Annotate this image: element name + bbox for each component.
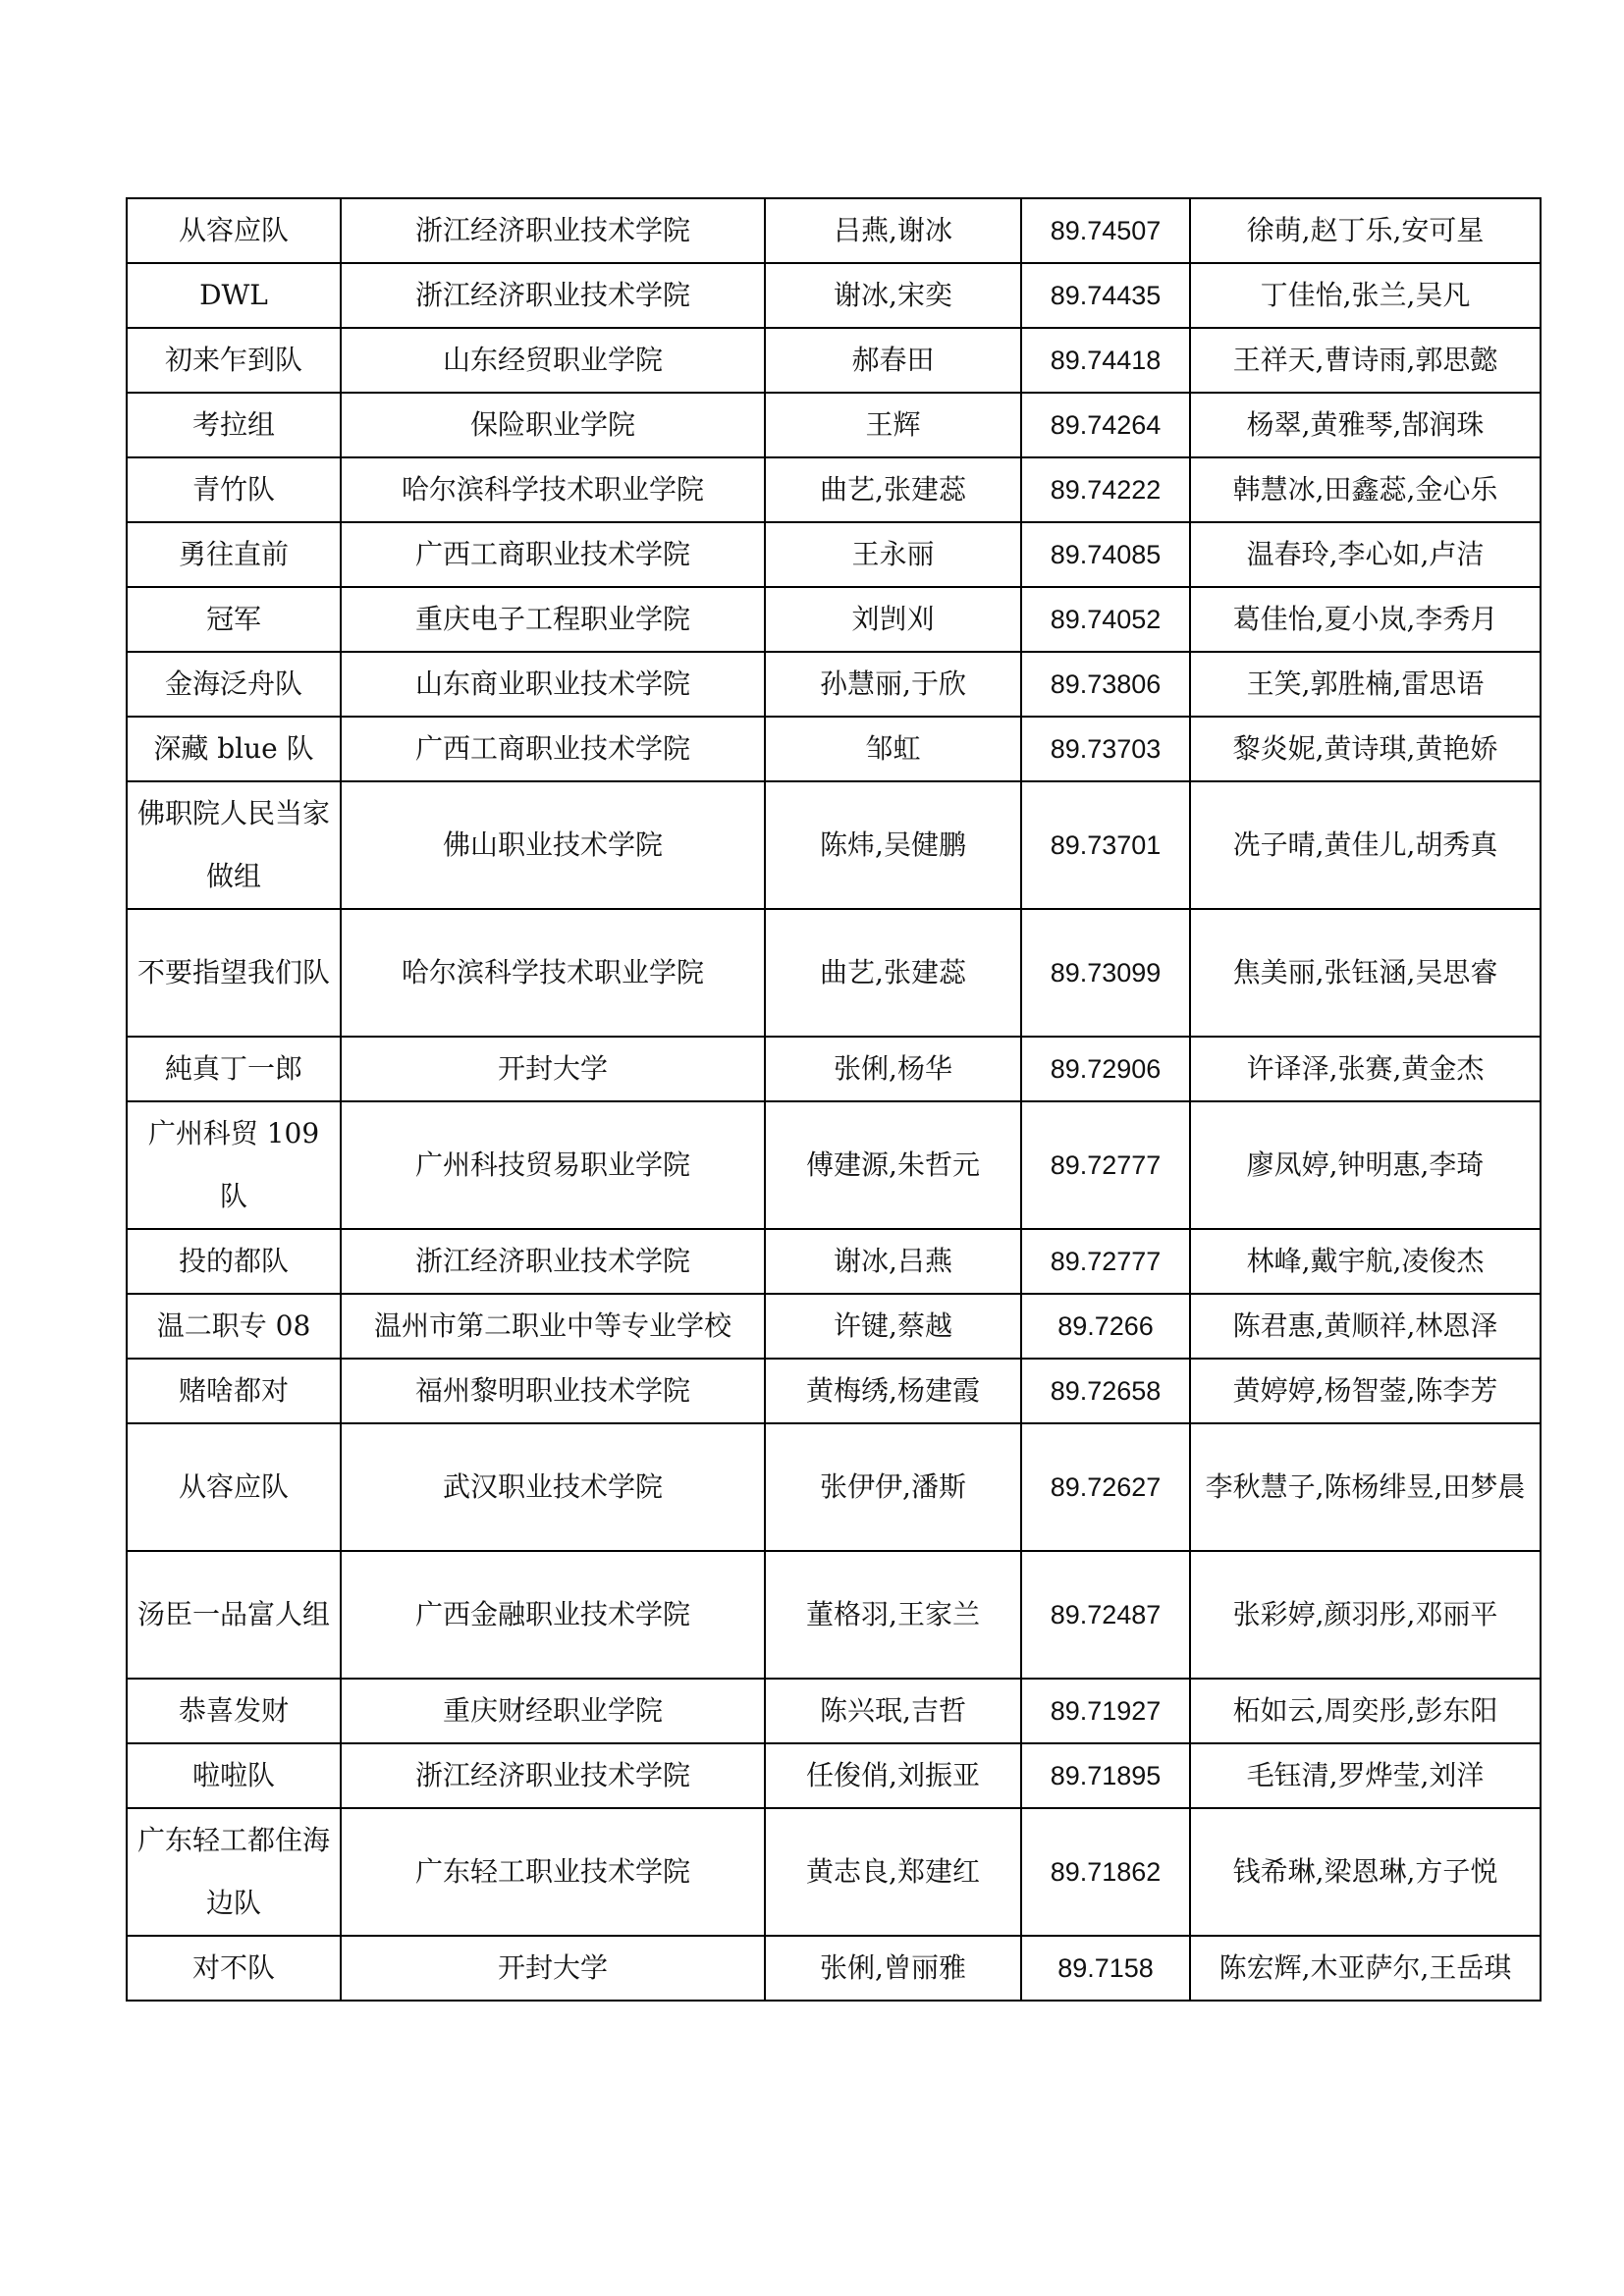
school-cell: 山东商业职业技术学院: [341, 652, 765, 717]
school-cell: 山东经贸职业学院: [341, 328, 765, 393]
advisors-cell: 黄梅绣,杨建霞: [765, 1359, 1021, 1423]
score-cell: 89.72906: [1021, 1037, 1190, 1101]
score-cell: 89.74222: [1021, 457, 1190, 522]
school-cell: 武汉职业技术学院: [341, 1423, 765, 1551]
table-row: [127, 1808, 1541, 1936]
advisors-cell: 张俐,杨华: [765, 1037, 1021, 1101]
advisors-cell: 傅建源,朱哲元: [765, 1101, 1021, 1229]
table-row: [127, 1101, 1541, 1229]
school-cell: 重庆电子工程职业学院: [341, 587, 765, 652]
table-row: [127, 717, 1541, 781]
school-cell: 温州市第二职业中等专业学校: [341, 1294, 765, 1359]
members-cell: 廖凤婷,钟明惠,李琦: [1190, 1101, 1541, 1229]
advisors-cell: 刘剀刈: [765, 587, 1021, 652]
advisors-cell: 陈炜,吴健鹏: [765, 781, 1021, 909]
score-cell: 89.74418: [1021, 328, 1190, 393]
members-cell: 钱希琳,梁恩琳,方子悦: [1190, 1808, 1541, 1936]
team-name-cell: 金海泛舟队: [127, 652, 341, 717]
advisors-cell: 张伊伊,潘斯: [765, 1423, 1021, 1551]
team-name-cell: 啦啦队: [127, 1743, 341, 1808]
score-cell: 89.72487: [1021, 1551, 1190, 1679]
results-table: [126, 197, 1542, 2002]
team-name-cell: 初来乍到队: [127, 328, 341, 393]
advisors-cell: 曲艺,张建蕊: [765, 457, 1021, 522]
school-cell: 广西工商职业技术学院: [341, 522, 765, 587]
members-cell: 黎炎妮,黄诗琪,黄艳娇: [1190, 717, 1541, 781]
score-cell: 89.71895: [1021, 1743, 1190, 1808]
team-name-cell: 深藏 blue 队: [127, 717, 341, 781]
score-cell: 89.73099: [1021, 909, 1190, 1037]
members-cell: 丁佳怡,张兰,吴凡: [1190, 263, 1541, 328]
table-row: [127, 522, 1541, 587]
members-cell: 焦美丽,张钰涵,吴思睿: [1190, 909, 1541, 1037]
school-cell: 广西工商职业技术学院: [341, 717, 765, 781]
table-row: [127, 1229, 1541, 1294]
advisors-cell: 谢冰,宋奕: [765, 263, 1021, 328]
score-cell: 89.72627: [1021, 1423, 1190, 1551]
advisors-cell: 孙慧丽,于欣: [765, 652, 1021, 717]
table-row: [127, 1936, 1541, 2001]
advisors-cell: 郝春田: [765, 328, 1021, 393]
team-name-cell: 汤臣一品富人组: [127, 1551, 341, 1679]
advisors-cell: 董格羽,王家兰: [765, 1551, 1021, 1679]
score-cell: 89.74264: [1021, 393, 1190, 457]
school-cell: 开封大学: [341, 1936, 765, 2001]
school-cell: 浙江经济职业技术学院: [341, 198, 765, 263]
school-cell: 广东轻工职业技术学院: [341, 1808, 765, 1936]
school-cell: 哈尔滨科学技术职业学院: [341, 909, 765, 1037]
table-row: [127, 393, 1541, 457]
advisors-cell: 王永丽: [765, 522, 1021, 587]
score-cell: 89.72658: [1021, 1359, 1190, 1423]
school-cell: 开封大学: [341, 1037, 765, 1101]
team-name-cell: 广东轻工都住海边队: [127, 1808, 341, 1936]
members-cell: 许译泽,张赛,黄金杰: [1190, 1037, 1541, 1101]
advisors-cell: 王辉: [765, 393, 1021, 457]
results-table-body: [127, 198, 1541, 2001]
score-cell: 89.72777: [1021, 1229, 1190, 1294]
team-name-cell: 对不队: [127, 1936, 341, 2001]
table-row: [127, 781, 1541, 909]
school-cell: 浙江经济职业技术学院: [341, 1743, 765, 1808]
table-row: [127, 652, 1541, 717]
team-name-cell: 青竹队: [127, 457, 341, 522]
score-cell: 89.73806: [1021, 652, 1190, 717]
members-cell: 王祥天,曹诗雨,郭思懿: [1190, 328, 1541, 393]
team-name-cell: 温二职专 08: [127, 1294, 341, 1359]
members-cell: 柘如云,周奕彤,彭东阳: [1190, 1679, 1541, 1743]
members-cell: 杨翠,黄雅琴,郜润珠: [1190, 393, 1541, 457]
table-row: [127, 1359, 1541, 1423]
score-cell: 89.71862: [1021, 1808, 1190, 1936]
advisors-cell: 黄志良,郑建红: [765, 1808, 1021, 1936]
members-cell: 李秋慧子,陈杨绯昱,田梦晨: [1190, 1423, 1541, 1551]
team-name-cell: 投的都队: [127, 1229, 341, 1294]
table-row: [127, 1743, 1541, 1808]
team-name-cell: 純真丁一郎: [127, 1037, 341, 1101]
team-name-cell: 从容应队: [127, 198, 341, 263]
score-cell: 89.72777: [1021, 1101, 1190, 1229]
score-cell: 89.71927: [1021, 1679, 1190, 1743]
school-cell: 佛山职业技术学院: [341, 781, 765, 909]
members-cell: 陈君惠,黄顺祥,林恩泽: [1190, 1294, 1541, 1359]
table-row: [127, 587, 1541, 652]
team-name-cell: 考拉组: [127, 393, 341, 457]
members-cell: 徐萌,赵丁乐,安可星: [1190, 198, 1541, 263]
members-cell: 葛佳怡,夏小岚,李秀月: [1190, 587, 1541, 652]
score-cell: 89.7158: [1021, 1936, 1190, 2001]
score-cell: 89.7266: [1021, 1294, 1190, 1359]
team-name-cell: DWL: [127, 263, 341, 328]
table-row: [127, 198, 1541, 263]
members-cell: 张彩婷,颜羽彤,邓丽平: [1190, 1551, 1541, 1679]
school-cell: 广西金融职业技术学院: [341, 1551, 765, 1679]
advisors-cell: 谢冰,吕燕: [765, 1229, 1021, 1294]
advisors-cell: 许键,蔡越: [765, 1294, 1021, 1359]
table-row: [127, 1679, 1541, 1743]
members-cell: 冼子晴,黄佳儿,胡秀真: [1190, 781, 1541, 909]
team-name-cell: 佛职院人民当家做组: [127, 781, 341, 909]
advisors-cell: 张俐,曾丽雅: [765, 1936, 1021, 2001]
team-name-cell: 勇往直前: [127, 522, 341, 587]
table-row: [127, 1423, 1541, 1551]
school-cell: 哈尔滨科学技术职业学院: [341, 457, 765, 522]
team-name-cell: 冠军: [127, 587, 341, 652]
table-row: [127, 1551, 1541, 1679]
advisors-cell: 曲艺,张建蕊: [765, 909, 1021, 1037]
members-cell: 林峰,戴宇航,凌俊杰: [1190, 1229, 1541, 1294]
team-name-cell: 不要指望我们队: [127, 909, 341, 1037]
members-cell: 毛钰清,罗烨莹,刘洋: [1190, 1743, 1541, 1808]
school-cell: 福州黎明职业技术学院: [341, 1359, 765, 1423]
score-cell: 89.74507: [1021, 198, 1190, 263]
advisors-cell: 任俊俏,刘振亚: [765, 1743, 1021, 1808]
school-cell: 重庆财经职业学院: [341, 1679, 765, 1743]
table-row: [127, 1294, 1541, 1359]
score-cell: 89.74052: [1021, 587, 1190, 652]
table-row: [127, 1037, 1541, 1101]
team-name-cell: 恭喜发财: [127, 1679, 341, 1743]
team-name-cell: 赌啥都对: [127, 1359, 341, 1423]
score-cell: 89.74085: [1021, 522, 1190, 587]
school-cell: 广州科技贸易职业学院: [341, 1101, 765, 1229]
members-cell: 黄婷婷,杨智蓥,陈李芳: [1190, 1359, 1541, 1423]
advisors-cell: 吕燕,谢冰: [765, 198, 1021, 263]
table-row: [127, 328, 1541, 393]
table-row: [127, 909, 1541, 1037]
score-cell: 89.73703: [1021, 717, 1190, 781]
advisors-cell: 邹虹: [765, 717, 1021, 781]
score-cell: 89.74435: [1021, 263, 1190, 328]
team-name-cell: 广州科贸 109 队: [127, 1101, 341, 1229]
members-cell: 韩慧冰,田鑫蕊,金心乐: [1190, 457, 1541, 522]
school-cell: 保险职业学院: [341, 393, 765, 457]
table-row: [127, 457, 1541, 522]
members-cell: 温春玲,李心如,卢洁: [1190, 522, 1541, 587]
school-cell: 浙江经济职业技术学院: [341, 1229, 765, 1294]
members-cell: 王笑,郭胜楠,雷思语: [1190, 652, 1541, 717]
school-cell: 浙江经济职业技术学院: [341, 263, 765, 328]
score-cell: 89.73701: [1021, 781, 1190, 909]
team-name-cell: 从容应队: [127, 1423, 341, 1551]
table-row: [127, 263, 1541, 328]
advisors-cell: 陈兴珉,吉哲: [765, 1679, 1021, 1743]
members-cell: 陈宏辉,木亚萨尔,王岳琪: [1190, 1936, 1541, 2001]
